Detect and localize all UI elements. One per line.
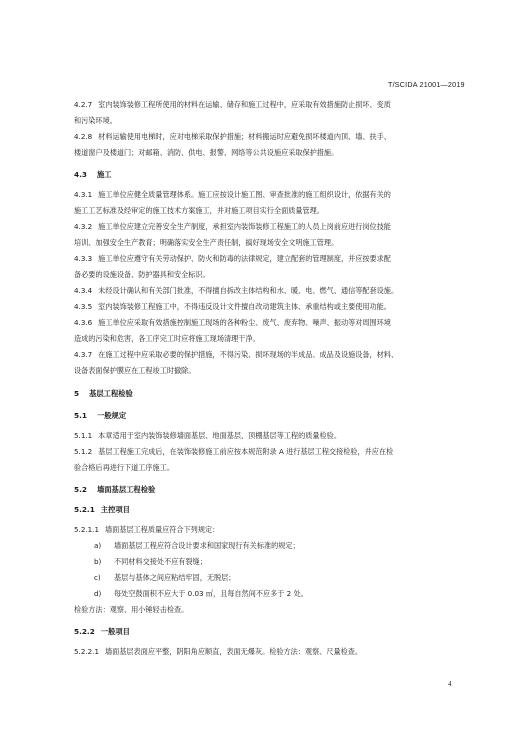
clause-number: 5.1.2	[74, 447, 93, 456]
clause-text: 施工单位应建立完善安全生产制度，承担室内装饰装修工程施工的人员上岗前应进行岗位技能	[98, 222, 391, 231]
clause-number: 4.3.7	[74, 350, 93, 359]
list-item	[94, 573, 235, 583]
clause-4-3-4-line1	[74, 286, 398, 296]
chapter-number: 5	[74, 389, 80, 398]
section-heading-5-1	[74, 411, 126, 421]
clause-5-1-2-line1	[74, 447, 393, 457]
clause-text: 未经设计确认和有关部门批准，不得擅自拆改主体结构和水、暖、电、燃气、通信等配套设施。	[98, 286, 399, 295]
section-number: 4.3	[74, 170, 87, 179]
clause-number: 5.2.2.1	[74, 647, 99, 656]
subsection-heading-5-2-2	[74, 627, 130, 637]
clause-text: 材料运输使用电梯时，应对电梯采取保护措施；材料搬运时应避免损坏楼道内顶、墙、扶手、	[98, 132, 391, 141]
clause-number: 4.3.3	[74, 254, 93, 263]
clause-number: 4.3.4	[74, 286, 93, 295]
clause-4-2-8-line2: 楼道窗户及楼道门；对邮箱、消防、供电、报警、网络等公共设施应采取保护措施。	[74, 148, 339, 157]
section-number: 5.1	[74, 411, 87, 420]
section-title: 一般规定	[96, 411, 127, 420]
list-marker: b)	[94, 557, 102, 566]
clause-number: 4.3.6	[74, 318, 93, 327]
list-marker: c)	[94, 573, 101, 582]
clause-text: 施工单位应健全质量管理体系。施工应按设计施工图、审查批准的施工组织设计，依据有关的	[98, 190, 391, 199]
clause-text: 施工单位应采取有效措施控制施工现场的各种粉尘、废气、废弃物、噪声、振动等对周围环境	[98, 318, 391, 327]
page-number: 4	[448, 680, 452, 688]
clause-4-3-1-line1	[74, 190, 391, 200]
clause-4-2-7-line2: 和污染环境。	[74, 116, 117, 125]
clause-text: 墙面基层工程质量应符合下列规定：	[104, 525, 220, 534]
list-item	[94, 541, 300, 551]
clause-4-3-5-line1	[74, 302, 391, 312]
list-item	[94, 589, 308, 599]
clause-4-2-8-line1	[74, 132, 391, 142]
clause-number: 4.3.5	[74, 302, 93, 311]
subsection-number: 5.2.1	[74, 505, 95, 514]
clause-number: 4.2.7	[74, 100, 93, 109]
clause-4-3-7-line1	[74, 350, 398, 360]
clause-text: 墙面基层表面应平整，阴阳角应顺直，表面无爆灰。检验方法：观察、尺量检查。	[104, 647, 363, 656]
subsection-title: 一般项目	[100, 627, 130, 636]
subsection-heading-5-2-1	[74, 505, 130, 515]
chapter-heading-5	[74, 389, 133, 399]
section-title: 施工	[96, 170, 112, 179]
clause-number: 5.2.1.1	[74, 525, 99, 534]
section-heading-4-3	[74, 170, 112, 180]
clause-4-2-7-line1	[74, 100, 391, 110]
clause-4-3-6-line1	[74, 318, 391, 328]
clause-5-1-1-line1	[74, 431, 341, 441]
clause-text: 基层工程施工完成后，在装饰装修施工前应按本规范附录 A 进行基层工程交接检验，并应在检	[98, 447, 394, 456]
list-marker: d)	[94, 589, 102, 598]
list-item-text: 不同材料交接处不应有裂缝；	[114, 557, 207, 566]
clause-number: 4.3.1	[74, 190, 93, 199]
list-item-text: 墙面基层工程应符合设计要求和国家现行有关标准的规定；	[114, 541, 300, 550]
section-heading-5-2	[74, 485, 155, 495]
chapter-title: 基层工程检验	[89, 389, 133, 398]
list-item	[94, 557, 207, 567]
clause-number: 4.2.8	[74, 132, 93, 141]
list-item-text: 每处空鼓面积不应大于 0.03 ㎡，且每自然间不应多于 2 处。	[114, 589, 308, 598]
clause-5-2-1-1-line1	[74, 525, 219, 535]
subsection-title: 主控项目	[100, 505, 130, 514]
clause-text: 室内装饰装修工程所使用的材料在运输、储存和施工过程中，应采取有效措施防止损坏、变质	[98, 100, 391, 109]
clause-text: 在施工过程中应采取必要的保护措施，不得污染、损坏现场的半成品、成品及设施设备，材料、	[98, 350, 399, 359]
clause-text: 室内装饰装修工程施工中，不得违反设计文件擅自改动建筑主体、承重结构或主要使用功能。	[98, 302, 391, 311]
section-number: 5.2	[74, 485, 87, 494]
list-item-text: 基层与基体之间应粘结牢固，无脱层；	[114, 573, 236, 582]
section-title: 墙面基层工程检验	[96, 485, 156, 494]
inspection-method: 检验方法：观察、用小锤轻击检查。	[74, 605, 189, 614]
clause-4-3-3-line1	[74, 254, 391, 264]
standard-code-header: T/SCIDA 21001—2019	[388, 80, 465, 89]
clause-number: 4.3.2	[74, 222, 93, 231]
clause-number: 5.1.1	[74, 431, 93, 440]
clause-4-3-3-line2: 备必要的设施设备、防护器具和安全标识。	[74, 270, 210, 279]
clause-4-3-6-line2: 造成的污染和危害，各工序完工时应将施工现场清理干净。	[74, 334, 260, 343]
clause-5-1-2-line2: 验合格后再进行下道工序施工。	[74, 463, 174, 472]
clause-4-3-1-line2: 施工工艺标准及经审定的施工技术方案施工，并对施工项目实行全面质量管理。	[74, 206, 324, 215]
clause-4-3-7-line2: 设备表面保护膜应在工程竣工时撤除。	[74, 366, 196, 375]
clause-4-3-2-line2: 培训、加强安全生产教育；明确落实安全生产责任制，搞好现场安全文明施工管理。	[74, 238, 339, 247]
list-marker: a)	[94, 541, 102, 550]
clause-text: 本章适用于室内装饰装修墙面基层、地面基层、顶棚基层等工程的质量检验。	[98, 431, 341, 440]
clause-4-3-2-line1	[74, 222, 391, 232]
clause-5-2-2-1-line1	[74, 647, 362, 657]
subsection-number: 5.2.2	[74, 627, 95, 636]
clause-text: 施工单位应遵守有关劳动保护、防火和防毒的法律规定，建立配套的管理制度，并应按要求配	[98, 254, 391, 263]
